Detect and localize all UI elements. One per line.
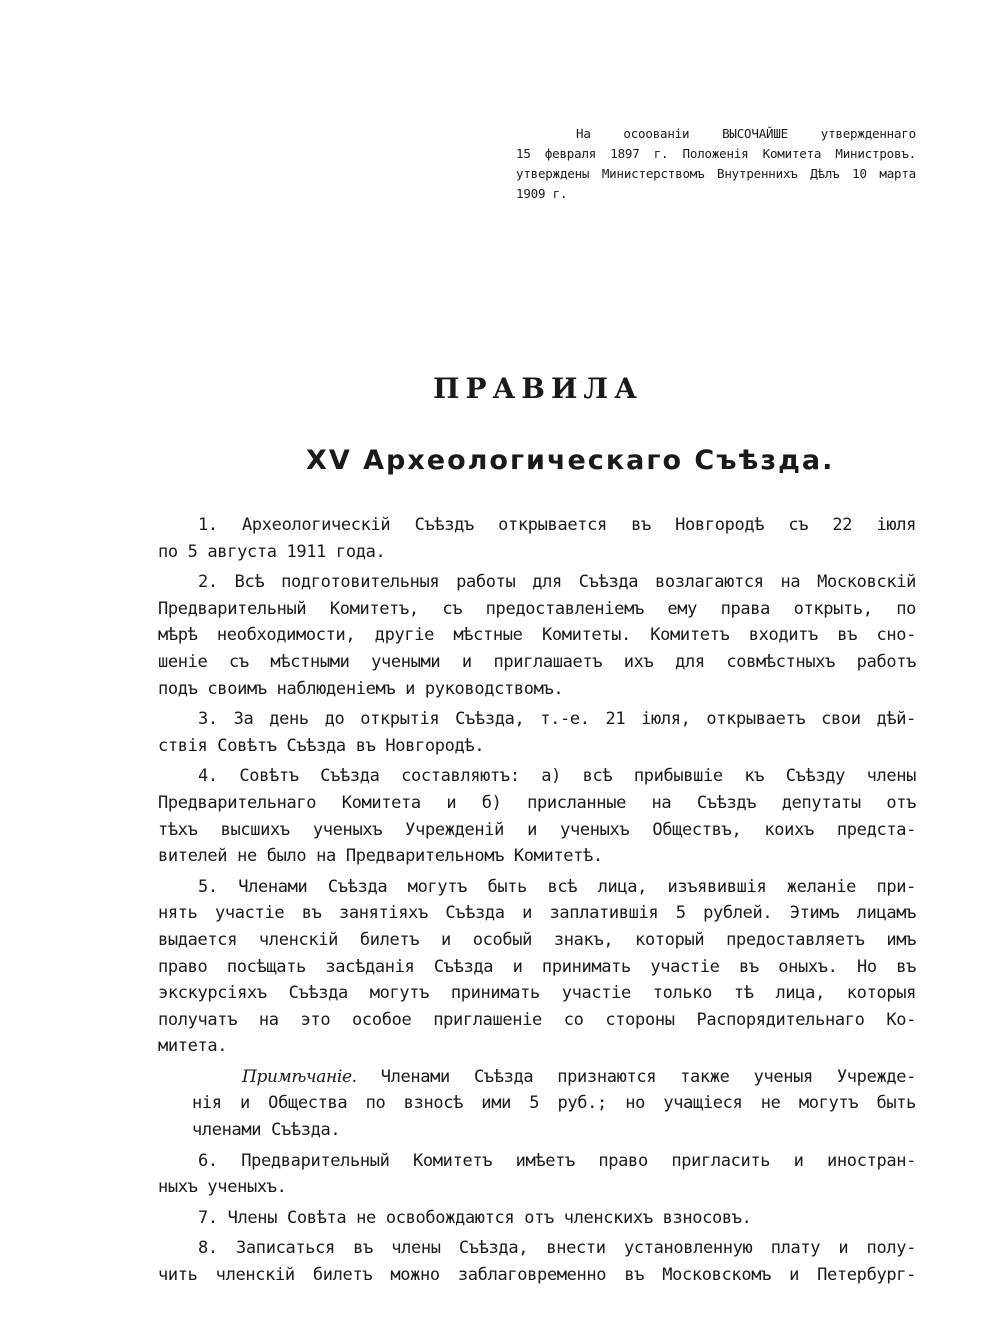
- preamble-line: 1909 г.: [516, 186, 568, 201]
- paragraph-line: Предварительный Комитетъ, съ предоставленіемъ ему права открыть, по: [158, 598, 916, 619]
- paragraph-line: выдается членскій билетъ и особый знакъ, который предоставляетъ имъ: [158, 929, 916, 950]
- note-line: [158, 1064, 916, 1091]
- rule-note: [158, 1064, 916, 1144]
- paragraph-line: 3. За день до открытія Съѣзда, т.-е. 21 іюля, открываетъ свои дѣй-: [198, 709, 916, 730]
- paragraph-line: 8. Записаться въ члены Съѣзда, внести установленную плату и полу-: [198, 1238, 916, 1259]
- paragraph-line: право посѣщать засѣданія Съѣзда и принимать участіе въ оныхъ. Но въ: [158, 956, 916, 977]
- paragraph-line: нять участіе въ занятіяхъ Съѣзда и заплатившія 5 рублей. Этимъ лицамъ: [158, 903, 916, 924]
- paragraph-line: ствія Совѣтъ Съѣзда въ Новгородѣ.: [158, 735, 485, 756]
- preamble-line: 15 февраля 1897 г. Положенія Комитета Министровъ.: [516, 146, 916, 161]
- rule-paragraph-1: [158, 512, 916, 565]
- page-subtitle: XV Археологическаго Съѣзда.: [306, 445, 835, 476]
- paragraph-line: тѣхъ высшихъ ученыхъ Учрежденій и ученыхъ Обществъ, коихъ предста-: [158, 819, 916, 840]
- page-title: ПРАВИЛА: [433, 372, 643, 405]
- rule-paragraph-8: [158, 1235, 916, 1288]
- paragraph-line: шеніе съ мѣстными учеными и приглашаетъ ихъ для совмѣстныхъ работъ: [158, 651, 916, 672]
- paragraph-line: 4. Совѣтъ Съѣзда составляютъ: а) всѣ прибывшіе къ Съѣзду члены: [198, 766, 916, 787]
- paragraph-line: 6. Предварительный Комитетъ имѣетъ право пригласить и иностран-: [198, 1150, 916, 1171]
- preamble-note: [516, 124, 916, 204]
- rule-paragraph-4: [158, 763, 916, 869]
- rule-paragraph-6: [158, 1148, 916, 1201]
- paragraph-line: Предварительнаго Комитета и б) присланные на Съѣздъ депутаты отъ: [158, 792, 916, 813]
- rule-paragraph-7: [158, 1205, 916, 1232]
- paragraph-line: по 5 августа 1911 года.: [158, 541, 386, 562]
- paragraph-line: чить членскій билетъ можно заблаговременно въ Московскомъ и Петербург-: [158, 1265, 916, 1286]
- preamble-line: утверждены Министерствомъ Внутреннихъ Дѣлъ 10 марта: [516, 166, 916, 181]
- paragraph-line: митета.: [158, 1036, 228, 1057]
- rule-paragraph-3: [158, 706, 916, 759]
- rule-paragraph-2: [158, 569, 916, 702]
- paragraph-line: подъ своимъ наблюденіемъ и руководствомъ.: [158, 678, 564, 699]
- note-line: нія и Общества по взносѣ ими 5 руб.; но учащіеся не могутъ быть: [192, 1093, 916, 1114]
- paragraph-line: ныхъ ученыхъ.: [158, 1177, 287, 1198]
- note-text: Членами Съѣзда признаются также ученыя Учрежде-: [356, 1066, 916, 1087]
- paragraph-line: экскурсіяхъ Съѣзда могутъ принимать участіе только тѣ лица, которыя: [158, 983, 916, 1004]
- paragraph-line: 7. Члены Совѣта не освобождаются отъ членскихъ взносовъ.: [198, 1207, 752, 1228]
- paragraph-line: получатъ на это особое приглашеніе со стороны Распорядительнаго Ко-: [158, 1009, 916, 1030]
- note-label: Примѣчаніе.: [242, 1066, 357, 1087]
- paragraph-line: 1. Археологическій Съѣздъ открывается въ Новгородѣ съ 22 іюля: [198, 515, 916, 535]
- note-line: членами Съѣзда.: [192, 1120, 341, 1141]
- paragraph-line: мѣрѣ необходимости, другіе мѣстные Комитеты. Комитетъ входитъ въ сно-: [158, 625, 916, 646]
- preamble-line: На осоованіи ВЫСОЧАЙШЕ утвержденнаго: [576, 126, 916, 141]
- paragraph-line: 2. Всѣ подготовительныя работы для Съѣзда возлагаются на Московскій: [198, 572, 916, 593]
- paragraph-line: 5. Членами Съѣзда могутъ быть всѣ лица, изъявившія желаніе при-: [198, 876, 916, 897]
- rule-paragraph-5: [158, 874, 916, 1060]
- rules-body: [158, 512, 916, 1289]
- paragraph-line: вителей не было на Предварительномъ Комитетѣ.: [158, 846, 603, 867]
